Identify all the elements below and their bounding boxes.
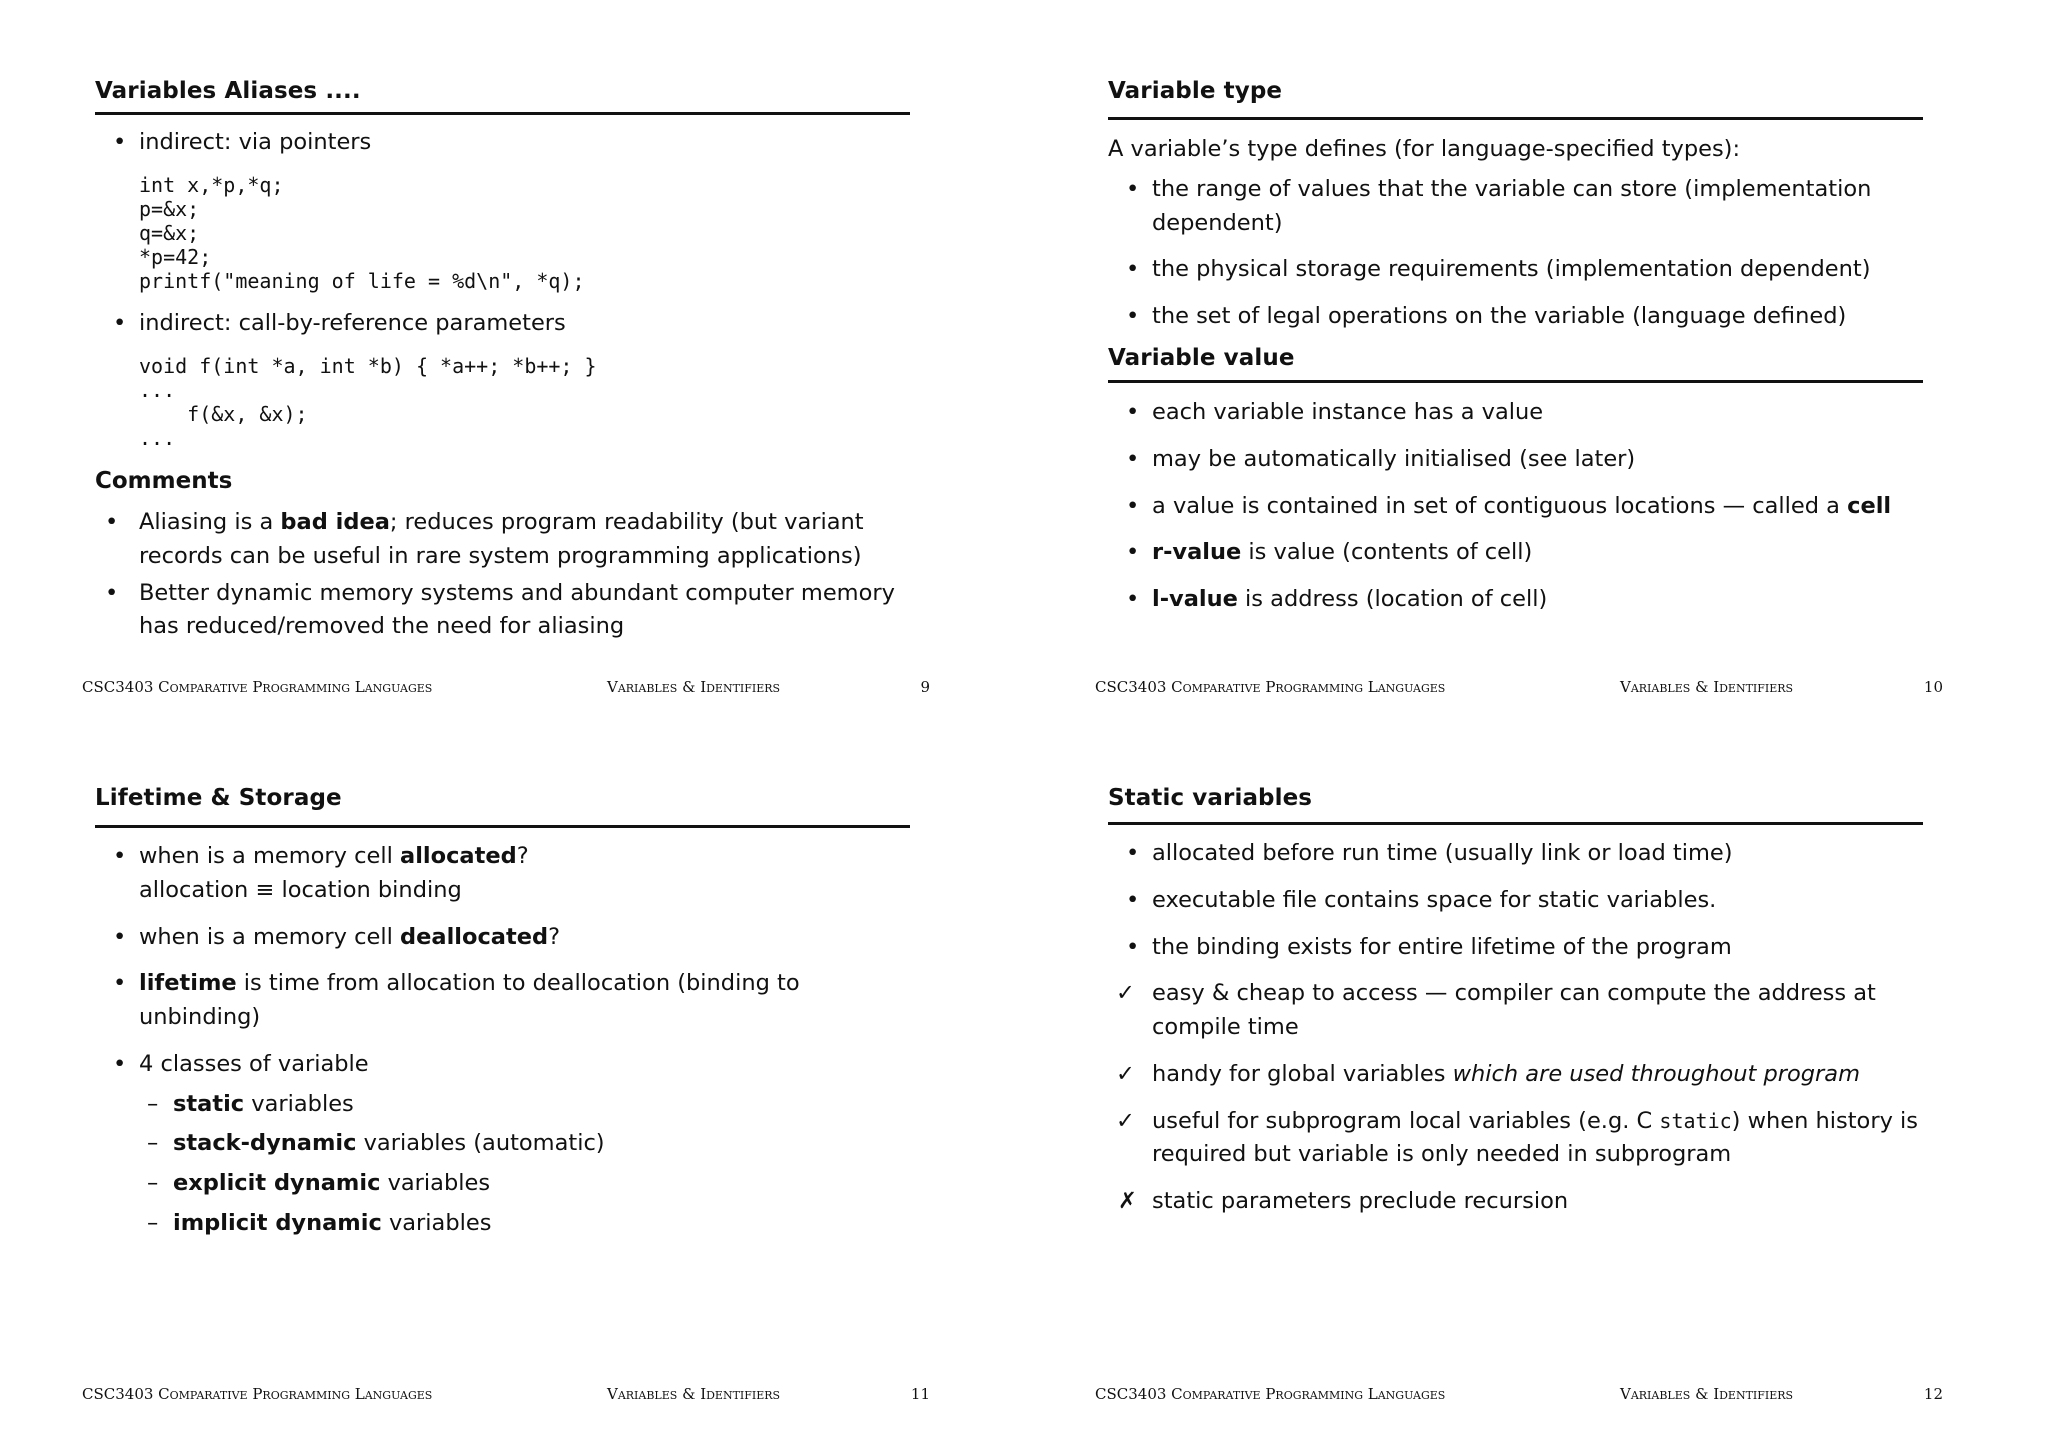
bullet-icon: • [113,843,127,869]
list-item: • Aliasing is a bad idea; reduces program readability (but variant records can be useful in rare system programming applications) [95,506,912,574]
list-item: ✓ easy & cheap to access — compiler can compute the address at compile time [1108,977,1925,1045]
bullet-icon: • [1126,886,1140,913]
dash-icon: – [147,1209,159,1236]
list-item: • executable file contains space for static variables. [1108,884,1925,918]
slide-content [1108,837,1925,1232]
list-item: • may be automatically initialised (see later) [1108,443,1925,477]
list-item: • the range of values that the variable can store (implementation dependent) [1108,173,1925,241]
list-item [95,577,912,645]
comments-heading: Comments [95,467,233,494]
bullet-list [1108,173,1925,334]
sub-list [139,1088,912,1241]
slide-9 [0,0,1000,700]
list-item: ✓ handy for global variables which are used throughout program [1108,1058,1925,1092]
bullet-list [1108,396,1925,617]
list-item: • a value is contained in set of contiguous locations — called a cell [1108,490,1925,524]
list-item [95,126,912,160]
bullet-icon: • [1126,840,1140,866]
section-content [1108,396,1925,630]
slide-title: Lifetime & Storage [95,785,342,811]
footer-topic: Variables & Identifiers [1620,678,1794,696]
bullet-list [95,126,912,160]
list-item: • when is a memory cell deallocated? [95,921,912,955]
list-item: ✗ static parameters preclude recursion [1108,1185,1925,1219]
slide-content [95,126,912,647]
cross-icon: ✗ [1118,1188,1137,1214]
sub-item: – stack-dynamic variables (automatic) [139,1127,912,1161]
check-icon: ✓ [1116,980,1135,1007]
bullet-list [95,307,912,341]
bullet-icon: • [113,970,127,997]
list-item: • 4 classes of variable – static variables – stack-dynamic variables (automatic) – explicit dynamic variables – implicit dynamic variables [95,1048,912,1241]
bullet-icon: • [1126,933,1140,960]
bullet-list [1108,837,1925,1219]
title-rule [95,825,910,828]
check-icon: ✓ [1116,1107,1135,1134]
dash-icon: – [147,1090,159,1117]
sub-item: – explicit dynamic variables [139,1167,912,1201]
footer-topic: Variables & Identifiers [607,678,781,696]
comment-list [95,506,912,644]
section-title: Variable value [1108,345,1295,371]
bullet-icon: • [105,579,119,606]
sub-item: – static variables [139,1088,912,1122]
bullet-icon: • [113,129,127,155]
footer-course: CSC3403 Comparative Programming Languages [1095,1385,1446,1403]
footer-course: CSC3403 Comparative Programming Languages [82,678,433,696]
footer-course: CSC3403 Comparative Programming Languages [1095,678,1446,696]
page-number: 10 [1923,678,1943,696]
list-item: • allocated before run time (usually link or load time) [1108,837,1925,871]
list-item: • r-value is value (contents of cell) [1108,536,1925,570]
intro-text: A variable’s type defines (for language-specified types): [1108,136,1741,162]
bullet-icon: • [1126,586,1140,612]
bullet-icon: • [113,923,127,950]
sub-item: – implicit dynamic variables [139,1207,912,1241]
bullet-icon: • [1126,175,1140,202]
bullet-icon: • [1126,492,1140,519]
bullet-text: indirect: via pointers [139,129,372,155]
footer-topic: Variables & Identifiers [607,1385,781,1403]
list-item: • lifetime is time from allocation to deallocation (binding to unbinding) [95,967,912,1035]
slide-11 [0,707,1000,1407]
bullet-list [95,840,912,1241]
bullet-icon: • [1126,445,1140,472]
page-number: 11 [910,1385,930,1403]
list-item: • when is a memory cell allocated? allocation ≡ location binding [95,840,912,908]
slide-title: Variables Aliases .... [95,78,361,104]
check-icon: ✓ [1116,1060,1135,1087]
bullet-icon: • [1126,539,1140,566]
bullet-text: Better dynamic memory systems and abundant computer memory has reduced/removed the need for aliasing [139,579,895,640]
list-item: • the binding exists for entire lifetime of the program [1108,931,1925,965]
list-item: • the set of legal operations on the variable (language defined) [1108,300,1925,334]
title-rule [95,112,910,115]
page-number: 12 [1923,1385,1943,1403]
list-item [95,307,912,341]
list-item: ✓ useful for subprogram local variables (e.g. C static) when history is required but variable is only needed in subprogram [1108,1105,1925,1173]
list-item: • the physical storage requirements (implementation dependent) [1108,253,1925,287]
section-rule [1108,380,1923,383]
slide-title: Variable type [1108,78,1283,104]
footer-topic: Variables & Identifiers [1620,1385,1794,1403]
footer-course: CSC3403 Comparative Programming Languages [82,1385,433,1403]
bullet-icon: • [1126,256,1140,283]
code-block: void f(int *a, int *b) { *a++; *b++; } ... f(&x, &x); ... [139,353,597,450]
bullet-text: indirect: call-by-reference parameters [139,309,566,336]
code-block: int x,*p,*q; p=&x; q=&x; *p=42; printf("meaning of life = %d\n", *q); [139,172,585,293]
bullet-icon: • [1126,399,1140,425]
slide-content [1108,133,1925,347]
slide-content [95,840,912,1254]
title-rule [1108,117,1923,120]
bullet-icon: • [113,309,127,336]
title-rule [1108,822,1923,825]
list-item: • each variable instance has a value [1108,396,1925,430]
bullet-icon: • [105,509,119,535]
page-number: 9 [920,678,930,696]
slide-10 [1013,0,2013,700]
bullet-icon: • [1126,303,1140,329]
dash-icon: – [147,1130,159,1157]
dash-icon: – [147,1170,159,1196]
slide-title: Static variables [1108,785,1313,811]
slide-12 [1013,707,2013,1407]
list-item: • l-value is address (location of cell) [1108,583,1925,617]
bullet-icon: • [113,1050,127,1077]
